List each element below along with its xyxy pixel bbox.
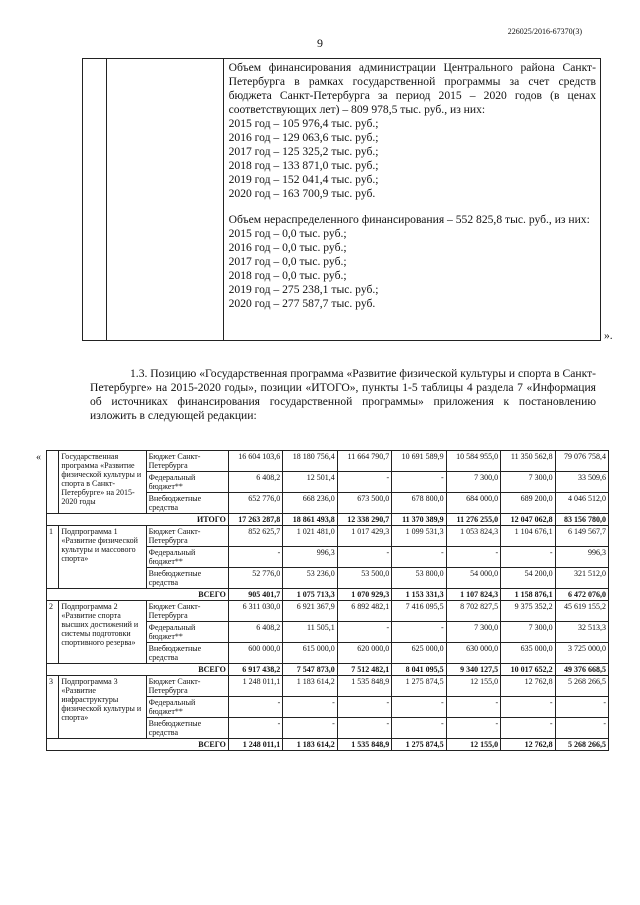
value-cell: 1 104 676,1 xyxy=(501,526,555,547)
value-cell: - xyxy=(283,697,337,718)
total-cell: 8 041 095,5 xyxy=(392,664,446,676)
funding-source: Федеральный бюджет** xyxy=(146,622,228,643)
empty-cell xyxy=(107,59,223,341)
value-cell: 11 664 790,7 xyxy=(337,451,391,472)
financing-year: 2020 год – 163 700,9 тыс. руб. xyxy=(228,187,376,200)
total-cell: 1 107 824,3 xyxy=(446,589,500,601)
value-cell: - xyxy=(555,718,608,739)
value-cell: 6 408,2 xyxy=(228,472,282,493)
total-row xyxy=(47,739,609,751)
total-cell: 6 472 076,0 xyxy=(555,589,608,601)
financing-box xyxy=(82,58,601,341)
value-cell: 4 046 512,0 xyxy=(555,493,608,514)
value-cell: - xyxy=(228,547,282,568)
total-label: ВСЕГО xyxy=(47,739,229,751)
value-cell: 11 505,1 xyxy=(283,622,337,643)
value-cell: 1 099 531,3 xyxy=(392,526,446,547)
value-cell: 52 776,0 xyxy=(228,568,282,589)
value-cell: - xyxy=(501,547,555,568)
value-cell: 1 053 824,3 xyxy=(446,526,500,547)
total-label: ИТОГО xyxy=(47,514,229,526)
value-cell: 53 500,0 xyxy=(337,568,391,589)
value-cell: 9 375 352,2 xyxy=(501,601,555,622)
total-cell: 9 340 127,5 xyxy=(446,664,500,676)
program-name: Подпрограмма 3 «Развитие инфраструктуры физической культуры и спорта» xyxy=(59,676,146,739)
unallocated-year: 2018 год – 0,0 тыс. руб.; xyxy=(228,269,347,282)
unallocated-year: 2017 год – 0,0 тыс. руб.; xyxy=(228,255,347,268)
value-cell: 8 702 827,5 xyxy=(446,601,500,622)
total-cell: 7 512 482,1 xyxy=(337,664,391,676)
value-cell: 630 000,0 xyxy=(446,643,500,664)
total-cell: 49 376 668,5 xyxy=(555,664,608,676)
funding-source: Бюджет Санкт-Петербурга xyxy=(146,451,228,472)
value-cell: 1 275 874,5 xyxy=(392,676,446,697)
financing-year: 2018 год – 133 871,0 тыс. руб.; xyxy=(228,159,379,172)
total-cell: 18 861 493,8 xyxy=(283,514,337,526)
value-cell: 600 000,0 xyxy=(228,643,282,664)
value-cell: 16 604 103,6 xyxy=(228,451,282,472)
value-cell: 45 619 155,2 xyxy=(555,601,608,622)
value-cell: 6 921 367,9 xyxy=(283,601,337,622)
value-cell: 852 625,7 xyxy=(228,526,282,547)
total-cell: 5 268 266,5 xyxy=(555,739,608,751)
funding-source: Бюджет Санкт-Петербурга xyxy=(146,601,228,622)
value-cell: 12 501,4 xyxy=(283,472,337,493)
total-cell: 12 155,0 xyxy=(446,739,500,751)
total-cell: 1 535 848,9 xyxy=(337,739,391,751)
financing-year: 2016 год – 129 063,6 тыс. руб.; xyxy=(228,131,379,144)
value-cell: 673 500,0 xyxy=(337,493,391,514)
value-cell: - xyxy=(228,718,282,739)
value-cell: 996,3 xyxy=(283,547,337,568)
total-cell: 17 263 287,8 xyxy=(228,514,282,526)
value-cell: 996,3 xyxy=(555,547,608,568)
value-cell: 7 300,0 xyxy=(446,622,500,643)
financing-year: 2019 год – 152 041,4 тыс. руб.; xyxy=(228,173,379,186)
unallocated-year: 2016 год – 0,0 тыс. руб.; xyxy=(228,241,347,254)
total-row xyxy=(47,514,609,526)
total-cell: 905 401,7 xyxy=(228,589,282,601)
value-cell: 6 892 482,1 xyxy=(337,601,391,622)
value-cell: 54 000,0 xyxy=(446,568,500,589)
value-cell: 5 268 266,5 xyxy=(555,676,608,697)
funding-source: Бюджет Санкт-Петербурга xyxy=(146,526,228,547)
funding-source: Внебюджетные средства xyxy=(146,718,228,739)
value-cell: - xyxy=(337,622,391,643)
value-cell: 12 155,0 xyxy=(446,676,500,697)
total-cell: 12 762,8 xyxy=(501,739,555,751)
value-cell: 11 350 562,8 xyxy=(501,451,555,472)
row-number xyxy=(47,451,59,514)
value-cell: 1 183 614,2 xyxy=(283,676,337,697)
total-cell: 1 075 713,3 xyxy=(283,589,337,601)
total-cell: 1 158 876,1 xyxy=(501,589,555,601)
total-row xyxy=(47,664,609,676)
unallocated-text: Объем нераспределенного финансирования – 552 825,8 тыс. руб., из них: xyxy=(228,213,590,226)
value-cell: 32 513,3 xyxy=(555,622,608,643)
value-cell: - xyxy=(228,697,282,718)
unallocated-year: 2020 год – 277 587,7 тыс. руб. xyxy=(228,297,376,310)
value-cell: 54 200,0 xyxy=(501,568,555,589)
value-cell: 6 149 567,7 xyxy=(555,526,608,547)
value-cell: 53 236,0 xyxy=(283,568,337,589)
value-cell: 6 311 030,0 xyxy=(228,601,282,622)
value-cell: 1 017 429,3 xyxy=(337,526,391,547)
total-cell: 11 370 389,9 xyxy=(392,514,446,526)
opening-quote: « xyxy=(36,452,41,463)
total-cell: 1 248 011,1 xyxy=(228,739,282,751)
value-cell: 7 300,0 xyxy=(501,622,555,643)
value-cell: 7 300,0 xyxy=(446,472,500,493)
value-cell: 689 200,0 xyxy=(501,493,555,514)
financing-year: 2017 год – 125 325,2 тыс. руб.; xyxy=(228,145,379,158)
row-number: 1 xyxy=(47,526,59,589)
value-cell: - xyxy=(446,547,500,568)
funding-source: Федеральный бюджет** xyxy=(146,547,228,568)
total-row xyxy=(47,589,609,601)
program-name: Подпрограмма 2 «Развитие спорта высших достижений и системы подготовки спортивного резерва» xyxy=(59,601,146,664)
total-cell: 12 047 062,8 xyxy=(501,514,555,526)
value-cell: - xyxy=(392,622,446,643)
financing-text: Объем финансирования администрации Центрального района Санкт-Петербурга в рамках государственной программы за счет средств бюджета Санкт-Петербурга за период 2015 – 2020 годов (в ценах соответствующих лет) – 809 978,5 тыс. руб., из них: xyxy=(228,61,596,116)
value-cell: 635 000,0 xyxy=(501,643,555,664)
total-cell: 1 275 874,5 xyxy=(392,739,446,751)
funding-source: Федеральный бюджет** xyxy=(146,472,228,493)
value-cell: 7 300,0 xyxy=(501,472,555,493)
value-cell: - xyxy=(392,718,446,739)
total-label: ВСЕГО xyxy=(47,664,229,676)
value-cell: - xyxy=(392,697,446,718)
program-name: Государственная программа «Развитие физической культуры и спорта в Санкт-Петербурге» на 2015-2020 годы xyxy=(59,451,146,514)
total-cell: 12 338 290,7 xyxy=(337,514,391,526)
value-cell: 53 800,0 xyxy=(392,568,446,589)
value-cell: 668 236,0 xyxy=(283,493,337,514)
value-cell: 1 535 848,9 xyxy=(337,676,391,697)
value-cell: 10 691 589,9 xyxy=(392,451,446,472)
funding-source: Внебюджетные средства xyxy=(146,493,228,514)
closing-quote: ». xyxy=(604,329,613,342)
value-cell: 321 512,0 xyxy=(555,568,608,589)
value-cell: 33 509,6 xyxy=(555,472,608,493)
unallocated-year: 2015 год – 0,0 тыс. руб.; xyxy=(228,227,347,240)
row-number: 3 xyxy=(47,676,59,739)
total-cell: 1 183 614,2 xyxy=(283,739,337,751)
value-cell: 79 076 758,4 xyxy=(555,451,608,472)
value-cell: 678 800,0 xyxy=(392,493,446,514)
financing-text-cell xyxy=(223,59,600,341)
value-cell: 684 000,0 xyxy=(446,493,500,514)
total-cell: 10 017 652,2 xyxy=(501,664,555,676)
value-cell: - xyxy=(392,547,446,568)
total-cell: 1 153 331,3 xyxy=(392,589,446,601)
value-cell: - xyxy=(283,718,337,739)
value-cell: - xyxy=(446,697,500,718)
funding-source: Бюджет Санкт-Петербурга xyxy=(146,676,228,697)
row-number: 2 xyxy=(47,601,59,664)
value-cell: - xyxy=(337,472,391,493)
value-cell: 1 248 011,1 xyxy=(228,676,282,697)
value-cell: - xyxy=(337,697,391,718)
financing-table xyxy=(46,450,609,751)
unallocated-year: 2019 год – 275 238,1 тыс. руб.; xyxy=(228,283,379,296)
value-cell: - xyxy=(555,697,608,718)
total-cell: 7 547 873,0 xyxy=(283,664,337,676)
funding-source: Внебюджетные средства xyxy=(146,568,228,589)
program-name: Подпрограмма 1 «Развитие физической культуры и массового спорта» xyxy=(59,526,146,589)
value-cell: - xyxy=(337,547,391,568)
value-cell: 12 762,8 xyxy=(501,676,555,697)
table-row xyxy=(47,676,609,697)
value-cell: - xyxy=(446,718,500,739)
value-cell: - xyxy=(337,718,391,739)
funding-source: Внебюджетные средства xyxy=(146,643,228,664)
amendment-paragraph xyxy=(90,367,596,423)
value-cell: 10 584 955,0 xyxy=(446,451,500,472)
value-cell: 615 000,0 xyxy=(283,643,337,664)
empty-cell xyxy=(83,59,107,341)
value-cell: - xyxy=(501,697,555,718)
total-label: ВСЕГО xyxy=(47,589,229,601)
financing-year: 2015 год – 105 976,4 тыс. руб.; xyxy=(228,117,379,130)
total-cell: 11 276 255,0 xyxy=(446,514,500,526)
total-cell: 6 917 438,2 xyxy=(228,664,282,676)
value-cell: 18 180 756,4 xyxy=(283,451,337,472)
page-number: 9 xyxy=(317,36,323,50)
value-cell: - xyxy=(392,472,446,493)
funding-source: Федеральный бюджет** xyxy=(146,697,228,718)
value-cell: 625 000,0 xyxy=(392,643,446,664)
value-cell: - xyxy=(501,718,555,739)
total-cell: 83 156 780,0 xyxy=(555,514,608,526)
document-number: 226025/2016-67370(3) xyxy=(507,27,582,36)
value-cell: 6 408,2 xyxy=(228,622,282,643)
table-row xyxy=(47,451,609,472)
value-cell: 3 725 000,0 xyxy=(555,643,608,664)
value-cell: 620 000,0 xyxy=(337,643,391,664)
table-row xyxy=(47,601,609,622)
table-row xyxy=(47,526,609,547)
value-cell: 652 776,0 xyxy=(228,493,282,514)
paragraph-lead: 1.3. Позицию «Государственная программа «Развитие физической культуры xyxy=(130,367,506,380)
value-cell: 7 416 095,5 xyxy=(392,601,446,622)
paragraph-rest: и спорта в Санкт-Петербурге» на 2015-2020 годы», позиции «ИТОГО», пункты 1-5 таблицы 4 раздела 7 «Информация об источниках финансирования государственной программы» приложения к постановлению изложить в следующей редакции: xyxy=(90,367,596,422)
value-cell: 1 021 481,0 xyxy=(283,526,337,547)
total-cell: 1 070 929,3 xyxy=(337,589,391,601)
